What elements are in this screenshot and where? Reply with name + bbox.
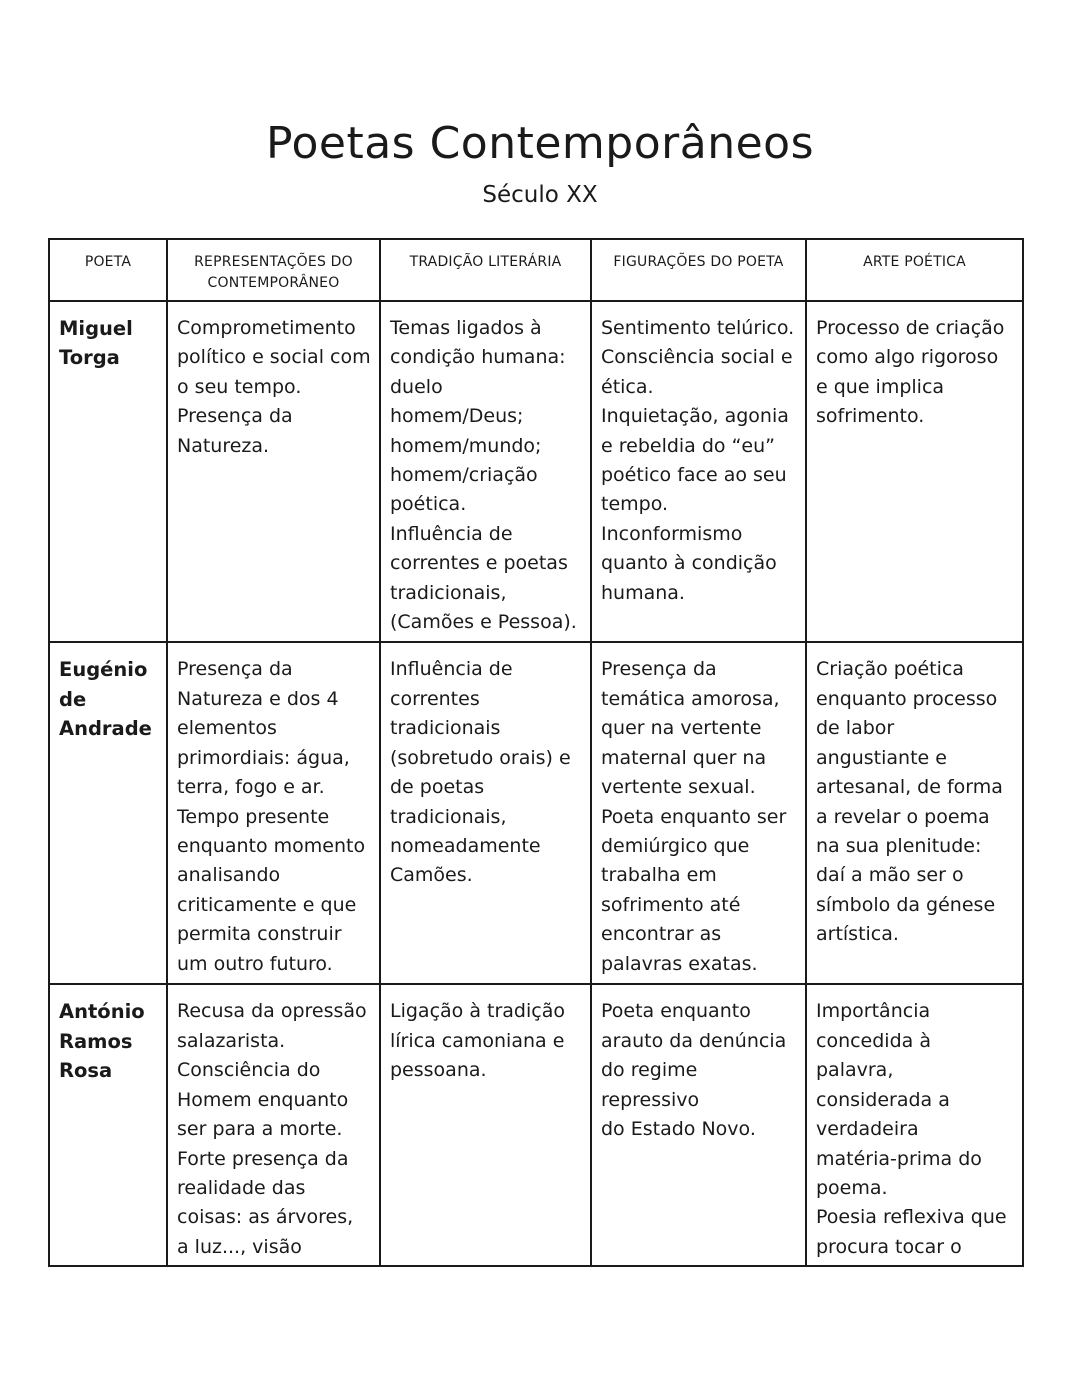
cell-tradicao: Ligação à tradição lírica camoniana e pessoana. [380, 984, 591, 1266]
table-row [49, 301, 1023, 642]
header-arte-poetica: ARTE POÉTICA [806, 239, 1023, 301]
cell-arte-poetica: Criação poética enquanto processo de labor angustiante e artesanal, de forma a revelar o poema na sua plenitude: daí a mão ser o símbolo da génese artística. [806, 642, 1023, 984]
header-poeta: POETA [49, 239, 167, 301]
poet-name: Miguel Torga [49, 301, 167, 642]
cell-arte-poetica: Processo de criação como algo rigoroso e que implica sofrimento. [806, 301, 1023, 642]
poets-table [48, 238, 1024, 1267]
cell-representacoes: Recusa da opressão salazarista. Consciência do Homem enquanto ser para a morte. Forte presença da realidade das coisas: as árvores, a luz..., visão [167, 984, 380, 1266]
cell-figuracoes: Sentimento telúrico. Consciência social e ética. Inquietação, agonia e rebeldia do “eu” poético face ao seu tempo. Inconformismo quanto à condição humana. [591, 301, 806, 642]
table-header [49, 239, 1023, 301]
header-row [49, 239, 1023, 301]
page-subtitle: Século XX [482, 182, 598, 208]
page-title: Poetas Contemporâneos [266, 118, 814, 169]
header-tradicao: TRADIÇÃO LITERÁRIA [380, 239, 591, 301]
poet-name: Eugénio de Andrade [49, 642, 167, 984]
table-row [49, 642, 1023, 984]
cell-figuracoes: Poeta enquanto arauto da denúncia do regime repressivo do Estado Novo. [591, 984, 806, 1266]
cell-tradicao: Temas ligados à condição humana: duelo homem/Deus; homem/mundo; homem/criação poética. Influência de correntes e poetas tradicionais, (Camões e Pessoa). [380, 301, 591, 642]
cell-representacoes: Comprometimento político e social com o seu tempo. Presença da Natureza. [167, 301, 380, 642]
header-figuracoes: FIGURAÇÕES DO POETA [591, 239, 806, 301]
cell-figuracoes: Presença da temática amorosa, quer na vertente maternal quer na vertente sexual. Poeta enquanto ser demiúrgico que trabalha em sofrimento até encontrar as palavras exatas. [591, 642, 806, 984]
poet-name: António Ramos Rosa [49, 984, 167, 1266]
header-representacoes: REPRESENTAÇÕES DO CONTEMPORÂNEO [167, 239, 380, 301]
cell-tradicao: Influência de correntes tradicionais (sobretudo orais) e de poetas tradicionais, nomeadamente Camões. [380, 642, 591, 984]
cell-representacoes: Presença da Natureza e dos 4 elementos primordiais: água, terra, fogo e ar. Tempo presente enquanto momento analisando criticamente e que permita construir um outro futuro. [167, 642, 380, 984]
table-row [49, 984, 1023, 1266]
cell-arte-poetica: Importância concedida à palavra, considerada a verdadeira matéria-prima do poema. Poesia reflexiva que procura tocar o [806, 984, 1023, 1266]
